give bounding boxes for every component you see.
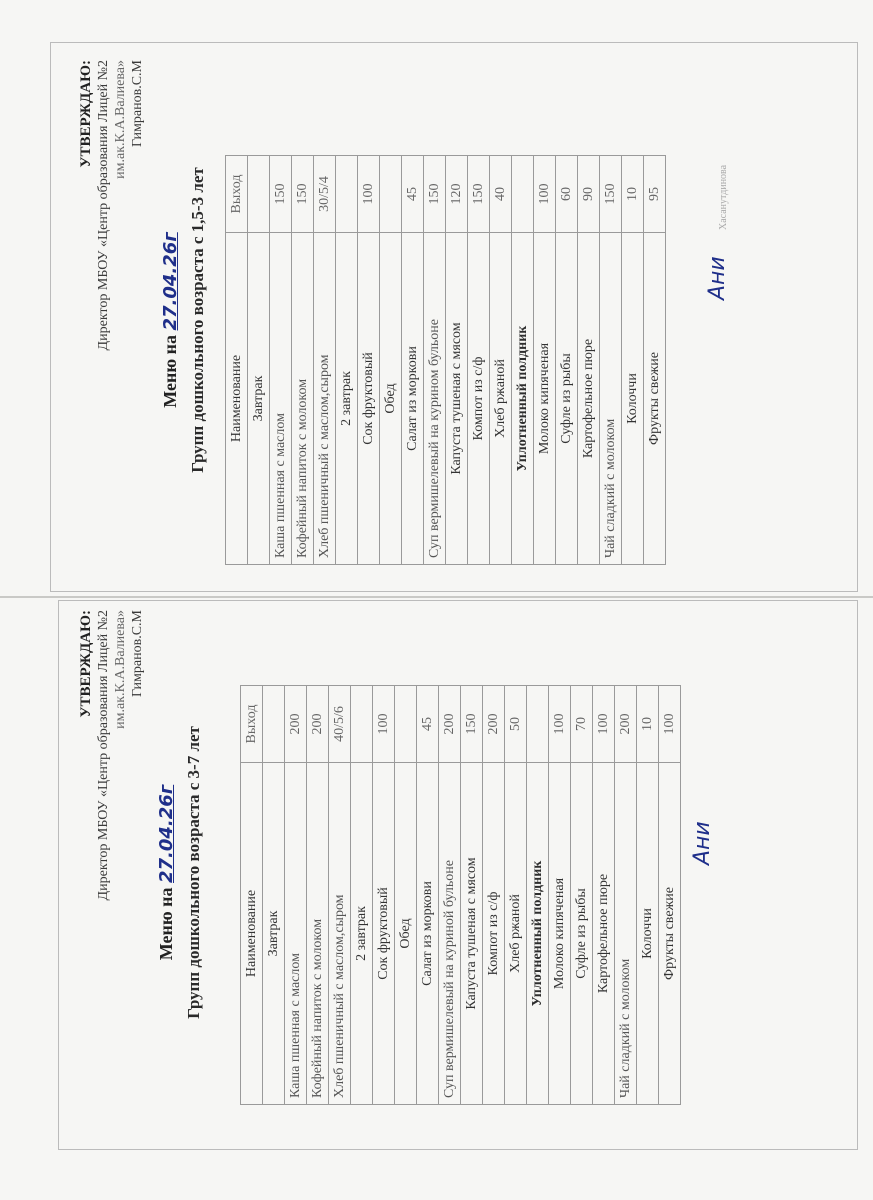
dish-name: Фрукты свежие (644, 233, 666, 565)
dish-name: Обед (380, 233, 402, 565)
table-row (483, 686, 505, 1105)
dish-output: 100 (593, 686, 615, 763)
dish-output: 200 (307, 686, 329, 763)
dish-name: Картофельное пюре (593, 763, 615, 1105)
dish-name: Фрукты свежие (659, 763, 681, 1105)
dish-name: Капуста тушеная с мясом (446, 233, 468, 565)
approve-heading: УТВЕРЖДАЮ: (78, 60, 94, 168)
dish-output (351, 686, 373, 763)
dish-name: Капуста тушеная с мясом (461, 763, 483, 1105)
dish-output (527, 686, 549, 763)
table-row (373, 686, 395, 1105)
table-row (556, 156, 578, 565)
table-row (395, 686, 417, 1105)
menu-date-2: 27.04.26г (156, 784, 177, 883)
table-row (468, 156, 490, 565)
dish-output: 40 (490, 156, 512, 233)
dish-name: Уплотненный полдник (512, 233, 534, 565)
dish-output: 150 (468, 156, 490, 233)
dish-name: Хлеб ржаной (505, 763, 527, 1105)
dish-output: 90 (578, 156, 600, 233)
table-row (402, 156, 424, 565)
table-row (578, 156, 600, 565)
table-row (637, 686, 659, 1105)
dish-name: Завтрак (263, 763, 285, 1105)
dish-name: Каша пшенная с маслом (270, 233, 292, 565)
dish-output (380, 156, 402, 233)
dish-name: Хлеб пшеничный с маслом,сыром (314, 233, 336, 565)
table-row (358, 156, 380, 565)
fold-line (0, 596, 873, 598)
dish-output: 45 (417, 686, 439, 763)
signer-name-2: Гимранов.С.М (130, 610, 145, 698)
dish-output: 100 (549, 686, 571, 763)
table-row (512, 156, 534, 565)
group-title: Групп дошкольного возраста с 1,5-3 лет (188, 167, 207, 473)
dish-output: 70 (571, 686, 593, 763)
dish-name: Суп вермишелевый на курином бульоне (424, 233, 446, 565)
table-row (307, 686, 329, 1105)
dish-output: 100 (373, 686, 395, 763)
dish-output: 45 (402, 156, 424, 233)
dish-name: Хлеб ржаной (490, 233, 512, 565)
dish-output: 120 (446, 156, 468, 233)
dish-output: 95 (644, 156, 666, 233)
table-row (527, 686, 549, 1105)
menu-prefix-2: Меню на (156, 887, 176, 961)
dish-name: Суфле из рыбы (571, 763, 593, 1105)
menu-date: 27.04.26г (160, 232, 181, 331)
column-header-name: Наименование (226, 233, 248, 565)
dish-output: 150 (292, 156, 314, 233)
dish-name: 2 завтрак (336, 233, 358, 565)
table-row (417, 686, 439, 1105)
table-row (424, 156, 446, 565)
table-row (292, 156, 314, 565)
dish-output: 150 (424, 156, 446, 233)
dish-name: Сок фруктовый (373, 763, 395, 1105)
table-row (593, 686, 615, 1105)
table-row (380, 156, 402, 565)
table-row (490, 156, 512, 565)
table-row (446, 156, 468, 565)
dish-name: Молоко кипяченая (534, 233, 556, 565)
menu-table-2 (240, 685, 681, 1105)
dish-name: Компот из с/ф (468, 233, 490, 565)
menu-panel-preschool (50, 600, 820, 1145)
dish-output: 200 (285, 686, 307, 763)
dish-name: Каша пшенная с маслом (285, 763, 307, 1105)
dish-name: Чай сладкий с молоком (615, 763, 637, 1105)
table-row (659, 686, 681, 1105)
table-row (248, 156, 270, 565)
dish-output: 100 (659, 686, 681, 763)
table-header-row (226, 156, 248, 565)
dish-output: 60 (556, 156, 578, 233)
dish-name: Кофейный напиток с молоком (292, 233, 314, 565)
dish-output: 50 (505, 686, 527, 763)
dish-name: 2 завтрак (351, 763, 373, 1105)
table-row (615, 686, 637, 1105)
menu-table (225, 155, 666, 565)
table-row (439, 686, 461, 1105)
dish-name: Уплотненный полдник (527, 763, 549, 1105)
table-row (534, 156, 556, 565)
dish-name: Салат из моркови (402, 233, 424, 565)
dish-output (336, 156, 358, 233)
table-row (314, 156, 336, 565)
dish-output: 150 (270, 156, 292, 233)
dish-name: Салат из моркови (417, 763, 439, 1105)
school-name-line: им.ак.К.А.Валиева» (113, 60, 128, 179)
table-row (571, 686, 593, 1105)
dish-output: 150 (600, 156, 622, 233)
dish-name: Сок фруктовый (358, 233, 380, 565)
menu-title (160, 50, 181, 590)
dish-name: Хлеб пшеничный с маслом,сыром (329, 763, 351, 1105)
table-row (263, 686, 285, 1105)
table-row (622, 156, 644, 565)
dish-output: 200 (439, 686, 461, 763)
dish-output: 150 (461, 686, 483, 763)
column-header-output: Выход (241, 686, 263, 763)
table-row (600, 156, 622, 565)
dish-output: 200 (615, 686, 637, 763)
dish-name: Суфле из рыбы (556, 233, 578, 565)
dish-output (263, 686, 285, 763)
table-row (336, 156, 358, 565)
menu-prefix: Меню на (160, 335, 180, 408)
dish-output: 200 (483, 686, 505, 763)
menu-title-2 (156, 600, 177, 1145)
dish-output (395, 686, 417, 763)
dish-name: Компот из с/ф (483, 763, 505, 1105)
dish-name: Молоко кипяченая (549, 763, 571, 1105)
dish-name: Картофельное пюре (578, 233, 600, 565)
dish-output: 10 (637, 686, 659, 763)
approve-heading-2: УТВЕРЖДАЮ: (78, 610, 94, 718)
table-row (505, 686, 527, 1105)
group-title-2: Групп дошкольного возраста с 3-7 лет (184, 726, 203, 1019)
table-row (270, 156, 292, 565)
table-row (644, 156, 666, 565)
dish-output: 10 (622, 156, 644, 233)
dish-output: 30/5/4 (314, 156, 336, 233)
approval-block (78, 60, 146, 350)
column-header-name: Наименование (241, 763, 263, 1105)
signature-note: Хасанутдинова (718, 164, 729, 230)
dish-output: 100 (534, 156, 556, 233)
dish-name: Чай сладкий с молоком (600, 233, 622, 565)
column-header-output: Выход (226, 156, 248, 233)
director-line: Директор МБОУ «Центр образования Лицей №2 (96, 60, 111, 351)
dish-name: Завтрак (248, 233, 270, 565)
director-line-2: Директор МБОУ «Центр образования Лицей №2 (96, 610, 111, 901)
school-name-line-2: им.ак.К.А.Валиева» (113, 610, 128, 729)
dish-name: Суп вермишелевый на куриной бульоне (439, 763, 461, 1105)
table-row (285, 686, 307, 1105)
dish-name: Колоччи (622, 233, 644, 565)
table-row (461, 686, 483, 1105)
table-row (351, 686, 373, 1105)
dish-output (248, 156, 270, 233)
approval-block-2 (78, 610, 146, 900)
table-row (549, 686, 571, 1105)
signature-2: Ани (690, 821, 715, 865)
table-row (329, 686, 351, 1105)
dish-output (512, 156, 534, 233)
menu-panel-toddlers (50, 50, 820, 590)
dish-name: Колоччи (637, 763, 659, 1105)
signature: Ани (705, 256, 730, 300)
dish-output: 40/5/6 (329, 686, 351, 763)
dish-name: Обед (395, 763, 417, 1105)
signer-name: Гимранов.С.М (130, 60, 145, 148)
dish-output: 100 (358, 156, 380, 233)
table-header-row (241, 686, 263, 1105)
dish-name: Кофейный напиток с молоком (307, 763, 329, 1105)
